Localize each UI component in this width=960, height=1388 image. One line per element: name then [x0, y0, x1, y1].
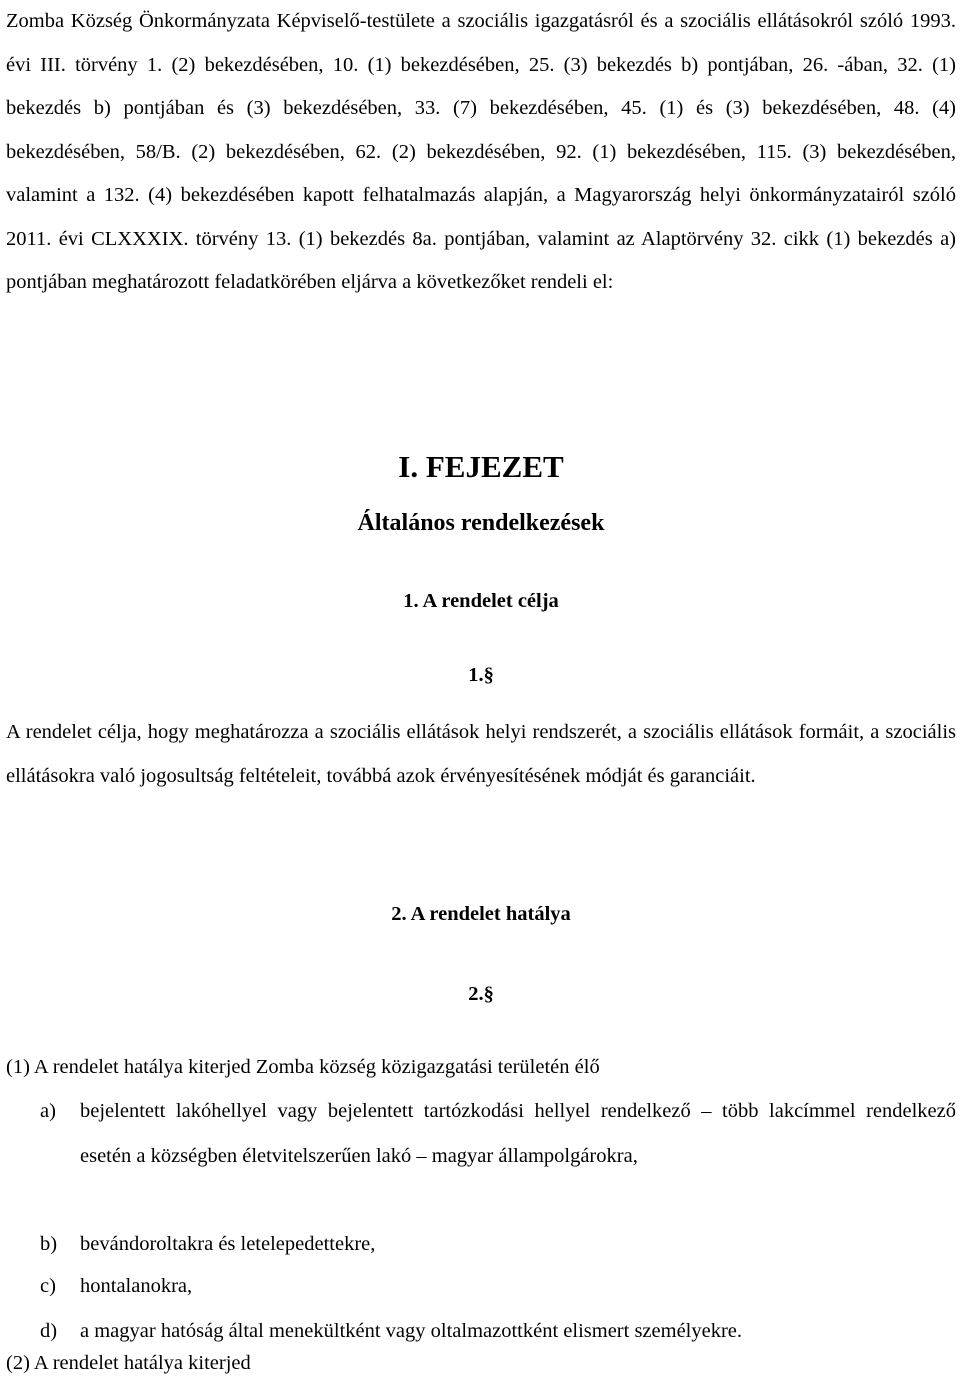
list-item-text: bevándoroltakra és letelepedettekre,	[80, 1233, 376, 1255]
chapter-subtitle: Általános rendelkezések	[357, 510, 605, 536]
list-item-text: a magyar hatóság által menekültként vagy oltalmazottként elismert személyekre.	[80, 1320, 743, 1342]
preamble-paragraph: Zomba Község Önkormányzata Képviselő-testülete a szociális igazgatásról és a szociális ellátásokról szóló 1993. évi III. törvény 1. (2) bekezdésében, 10. (1) bekezdésében, 25. (3) bekezdés b) pontjában, 26. -ában, 32. (1) bekezdés b) pontjában és (3) bekezdésében, 33. (7) bekezdésében, 45. (1) és (3) bekezdésében, 48. (4) bekezdésében, 58/B. (2) bekezdésében, 62. (2) bekezdésében, 92. (1) bekezdésében, 115. (3) bekezdésében, valamint a 132. (4) bekezdésében kapott felhatalmazás alapján, a Magyarország helyi önkormányzatairól szóló 2011. évi CLXXXIX. törvény 13. (1) bekezdés 8a. pontjában, valamint az Alaptörvény 32. cikk (1) bekezdés a) pontjában meghatározott feladatkörében eljárva a következőket rendeli el:	[6, 10, 956, 293]
list-item-text: hontalanokra,	[80, 1275, 193, 1297]
list-item	[40, 1264, 956, 1309]
list-item	[40, 1089, 956, 1178]
list-item	[40, 1309, 956, 1354]
list-item-text: bejelentett lakóhellyel vagy bejelentett tartózkodási hellyel rendelkező – több lakcímmel rendelkező esetén a községben életvitelszerűen lakó – magyar állampolgárokra,	[80, 1100, 956, 1167]
paragraph-number: 2.§	[468, 983, 494, 1005]
document-page	[6, 0, 956, 1374]
list-marker: d)	[40, 1320, 58, 1342]
list-marker: b)	[40, 1233, 58, 1255]
section-paragraph: A rendelet célja, hogy meghatározza a szociális ellátások helyi rendszerét, a szociális ellátások formáit, a szociális ellátásokra való jogosultság feltételeit, továbbá azok érvényesítésének módját és garanciáit.	[6, 721, 956, 787]
list-marker: c)	[40, 1275, 56, 1297]
chapter-title: I. FEJEZET	[398, 449, 564, 484]
subsection-intro: (1) A rendelet hatálya kiterjed Zomba község közigazgatási területén élő	[6, 1056, 600, 1078]
list-marker: a)	[40, 1100, 56, 1122]
subsection-intro: (2) A rendelet hatálya kiterjed	[6, 1352, 251, 1374]
section-title: 1. A rendelet célja	[403, 590, 559, 612]
section-sign-icon: §	[483, 664, 494, 686]
section-sign-icon: §	[483, 983, 494, 1005]
section-title: 2. A rendelet hatálya	[391, 903, 571, 925]
list-item	[40, 1222, 956, 1267]
paragraph-number: 1.§	[468, 664, 494, 686]
